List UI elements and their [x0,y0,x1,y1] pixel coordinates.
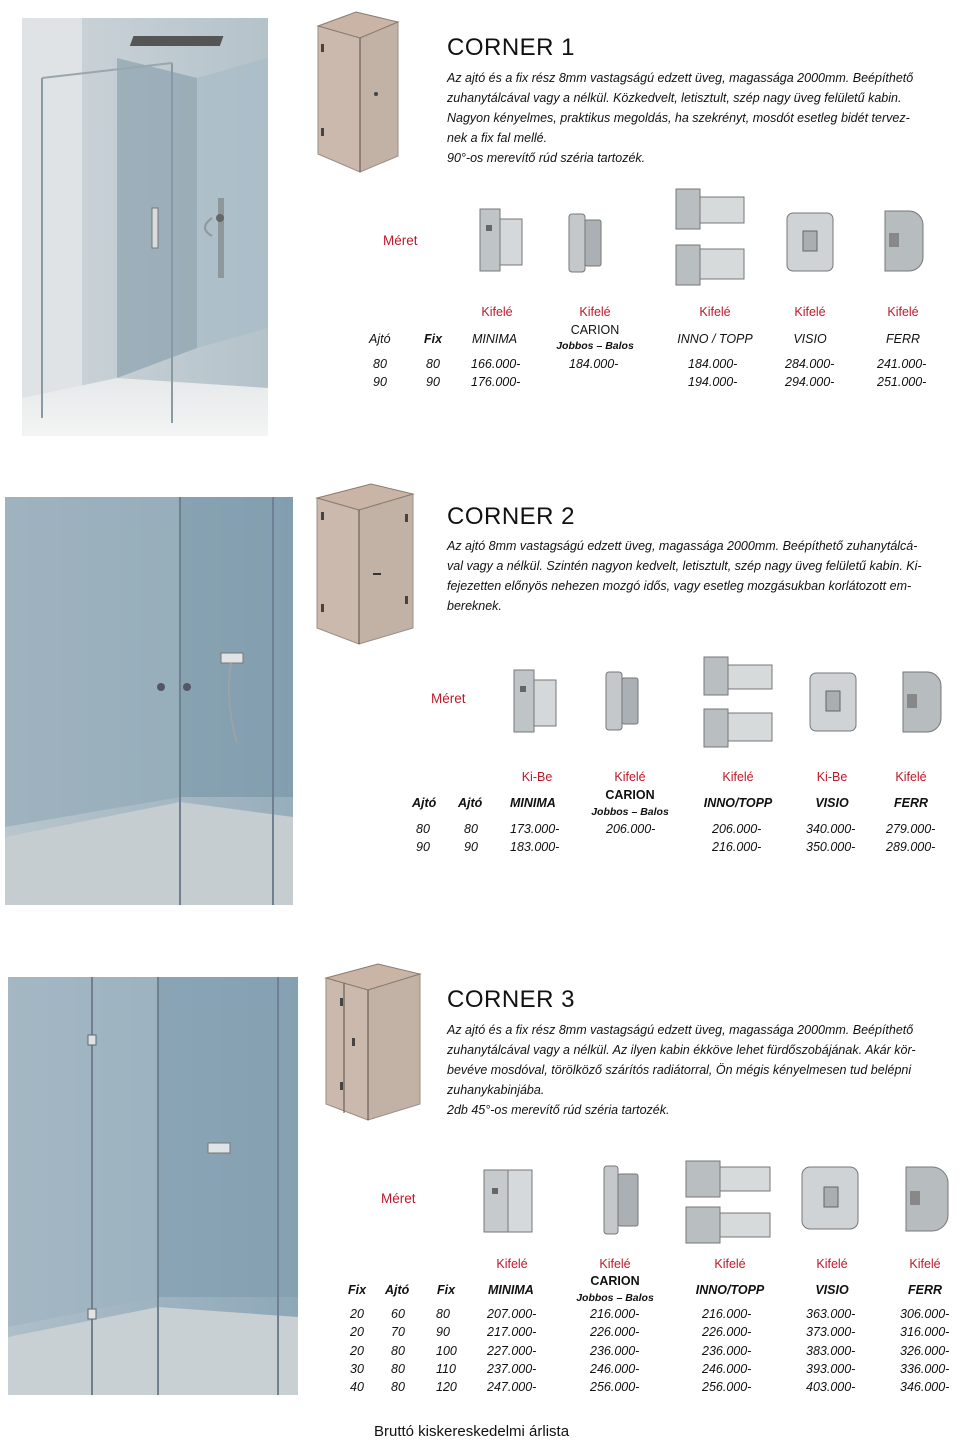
table-cell: 80 [416,822,430,836]
table-cell: 20 [350,1307,364,1321]
desc-line: Az ajtó és a fix rész 8mm vastagságú edzett üveg, magassága 2000mm. Beépíthető [447,1023,914,1037]
column-header: VISIO [793,332,827,346]
table-cell: 226.000- [590,1325,640,1340]
column-header: FERR [907,1283,943,1297]
table-cell: 216.000- [702,1307,752,1321]
table-cell: 60 [391,1307,405,1321]
table-cell: 216.000- [590,1307,640,1321]
column-header: Ajtó [458,796,483,810]
column-header: MINIMA [472,332,518,346]
cabin-diagram-corner2 [313,478,417,650]
table-cell: 120 [436,1380,457,1395]
desc-line: 90°-os merevítő rúd széria tartozék. [447,151,646,165]
hinge-carion-icon [602,666,646,743]
table-cell: 363.000- [806,1307,856,1321]
desc-line: bereknek. [447,599,502,613]
hinge-inno-topp-icon [700,651,780,758]
table-cell: 80 [373,357,387,371]
direction-label: Ki-Be [521,770,553,784]
column-header: Ajtó [385,1283,410,1297]
shower-photo-corner2 [5,497,293,905]
table-cell: 80 [464,822,478,836]
table-cell: 226.000- [702,1325,752,1340]
direction-label: Kifelé [794,305,826,319]
hinge-visio-icon [806,665,862,744]
table-cell: 183.000- [510,840,560,854]
table-cell: 383.000- [806,1343,856,1358]
table-cell: 237.000- [487,1361,537,1376]
description-corner1 [447,68,947,168]
table-cell: 294.000- [785,375,835,389]
table-cell: 166.000- [471,357,521,371]
desc-line: Az ajtó és a fix rész 8mm vastagságú edzett üveg, magassága 2000mm. Beépíthető [447,71,914,85]
column-header: FERR [893,796,929,810]
table-cell: 217.000- [487,1325,537,1340]
description-corner2 [447,536,952,616]
table-cell: 70 [391,1325,405,1340]
column-header: MINIMA [488,1283,534,1297]
direction-label: Kifelé [909,1257,941,1271]
table-cell: 110 [436,1361,456,1376]
column-header: Fix [348,1283,367,1297]
column-header: Ajtó [412,796,437,810]
table-cell: 20 [350,1325,364,1340]
desc-line: zuhanytálcával vagy a nélkül. Közkedvelt, letisztult, szép nagy üveg felületű kabin. [447,91,902,105]
hinge-carion-icon [590,1162,646,1245]
table-cell: 80 [391,1343,405,1358]
column-subheader: Jobbos – Balos [576,1292,654,1304]
hinge-visio-icon [783,205,839,284]
column-header: Fix [424,332,443,346]
description-corner3 [447,1020,952,1120]
direction-label: Kifelé [714,1257,746,1271]
column-subheader: Jobbos – Balos [556,340,634,352]
table-cell: 206.000- [606,822,656,836]
table-cell: 30 [350,1361,364,1376]
table-cell: 336.000- [900,1361,950,1376]
table-cell: 90 [373,375,387,389]
hinge-ferr-icon [877,205,927,282]
table-cell: 194.000- [688,375,738,389]
table-cell: 256.000- [590,1380,640,1395]
table-cell: 403.000- [806,1380,856,1395]
table-cell: 373.000- [806,1325,856,1340]
table-cell: 184.000- [688,357,738,371]
table-cell: 247.000- [487,1380,537,1395]
table-cell: 80 [436,1307,450,1321]
desc-line: zuhanykabinjába. [447,1083,545,1097]
direction-label: Kifelé [887,305,919,319]
table-cell: 100 [436,1343,457,1358]
column-header: CARION [605,788,655,802]
size-label-corner3: Méret [381,1191,416,1206]
direction-label: Kifelé [614,770,646,784]
column-header: Ajtó [369,332,391,346]
direction-label: Kifelé [699,305,731,319]
desc-line: Nagyon kényelmes, praktikus megoldás, ha szekrényt, mosdót esetleg bidét tervez- [447,111,910,125]
table-cell: 90 [436,1325,450,1340]
table-cell: 340.000- [806,822,856,836]
table-cell: 246.000- [590,1361,640,1376]
desc-line: fejezetten előnyös nehezen mozgó idős, vagy esetleg mozgásukban korlátozott em- [447,579,912,593]
table-cell: 346.000- [900,1380,950,1395]
column-subheader: Jobbos – Balos [591,806,669,818]
table-cell: 216.000- [712,840,762,854]
table-cell: 350.000- [806,840,856,854]
direction-label: Ki-Be [816,770,848,784]
table-cell: 90 [426,375,440,389]
table-cell: 20 [350,1343,364,1358]
shower-photo-corner1 [22,18,268,436]
direction-label: Kifelé [481,305,513,319]
direction-label: Kifelé [895,770,927,784]
hinge-visio-icon [798,1163,864,1240]
column-header: MINIMA [510,796,556,810]
table-cell: 173.000- [510,822,560,836]
column-header: CARION [590,1274,640,1288]
column-header: INNO/TOPP [703,796,773,810]
desc-line: nek a fix fal mellé. [447,131,548,145]
table-cell: 256.000- [702,1380,752,1395]
table-cell: 393.000- [806,1361,856,1376]
table-cell: 326.000- [900,1343,950,1358]
table-cell: 80 [426,357,440,371]
table-cell: 90 [416,840,430,854]
shower-photo-corner3 [8,977,298,1395]
hinge-minima-icon [474,205,530,282]
direction-label: Kifelé [496,1257,528,1271]
table-cell: 306.000- [900,1307,950,1321]
hinge-inno-topp-icon [678,1155,778,1252]
table-cell: 184.000- [569,357,619,371]
column-header: INNO/TOPP [695,1283,765,1297]
hinge-ferr-icon [895,666,945,743]
cabin-diagram-corner1 [312,8,402,176]
table-cell: 176.000- [471,375,521,389]
table-cell: 251.000- [877,375,927,389]
cabin-diagram-corner3 [322,958,424,1126]
table-cell: 246.000- [702,1361,752,1376]
table-cell: 284.000- [785,357,835,371]
table-cell: 227.000- [487,1343,537,1358]
title-corner3: CORNER 3 [447,986,576,1013]
title-corner1: CORNER 1 [447,34,576,61]
column-header: FERR [885,332,921,346]
column-header: INNO / TOPP [677,332,753,346]
hinge-inno-topp-icon [672,183,752,298]
table-cell: 80 [391,1361,405,1376]
table-cell: 241.000- [877,357,927,371]
table-cell: 207.000- [487,1307,537,1321]
footer-price-note: Bruttó kiskereskedelmi árlista [374,1423,570,1440]
hinge-carion-icon [565,208,609,283]
table-cell: 80 [391,1380,405,1395]
size-label-corner1: Méret [383,233,418,248]
column-header: VISIO [815,1283,849,1297]
desc-line: val vagy a nélkül. Szintén nagyon kedvelt, letisztult, szép nagy üveg felületű kabin. Ki- [447,559,922,573]
desc-line: bevéve mosdóval, törölköző szárítós radiátorral, Ön mégis kényelmesen tud belépni [447,1063,912,1077]
table-cell: 316.000- [900,1325,950,1340]
direction-label: Kifelé [599,1257,631,1271]
table-cell: 279.000- [886,822,936,836]
desc-line: zuhanytálcával vagy a nélkül. Az ilyen kabin ékköve lehet fürdőszobájának. Akár kör- [447,1043,916,1057]
direction-label: Kifelé [816,1257,848,1271]
table-cell: 90 [464,840,478,854]
table-cell: 236.000- [702,1343,752,1358]
desc-line: 2db 45°-os merevítő rúd széria tartozék. [447,1103,670,1117]
hinge-ferr-icon [898,1163,954,1240]
hinge-minima-icon [508,666,564,743]
direction-label: Kifelé [579,305,611,319]
column-header: Fix [437,1283,456,1297]
hinge-minima-icon [480,1166,540,1243]
table-cell: 40 [350,1380,364,1395]
column-header: CARION [570,323,620,337]
size-label-corner2: Méret [431,691,466,706]
table-cell: 289.000- [886,840,936,854]
table-cell: 236.000- [590,1343,640,1358]
direction-label: Kifelé [722,770,754,784]
column-header: VISIO [815,796,849,810]
table-cell: 206.000- [712,822,762,836]
desc-line: Az ajtó 8mm vastagságú edzett üveg, magassága 2000mm. Beépíthető zuhanytálcá- [447,539,918,553]
title-corner2: CORNER 2 [447,503,576,530]
